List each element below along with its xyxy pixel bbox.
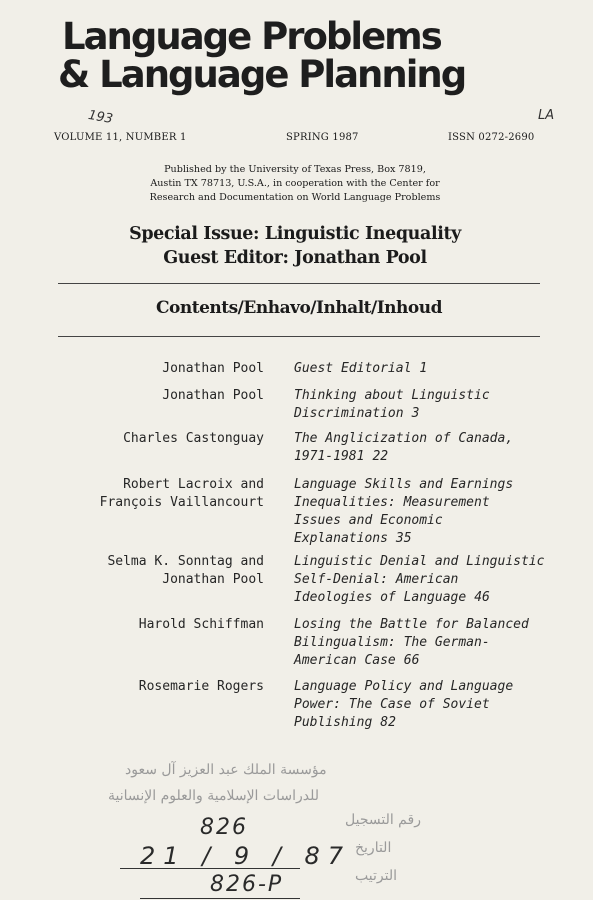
- toc-author: [44, 476, 264, 512]
- publisher-note: [100, 163, 490, 205]
- toc-article: [294, 678, 554, 732]
- article-title: [294, 553, 554, 607]
- issn: ISSN 0272-2690: [448, 132, 535, 143]
- stamp-line: مؤسسة الملك عبد العزيز آل سعود: [125, 762, 327, 778]
- toc-article: [294, 616, 554, 670]
- publisher-line: Published by the University of Texas Press, Box 7819,: [164, 164, 426, 175]
- article-title-line: Thinking about Linguistic: [294, 388, 490, 403]
- article-title-line: Issues and Economic: [294, 513, 443, 528]
- article-title-line: Explanations 35: [294, 531, 412, 546]
- article-title-line: Inequalities: Measurement: [294, 495, 490, 510]
- article-title-line: Language Skills and Earnings: [294, 477, 514, 492]
- toc-author: [44, 387, 264, 405]
- journal-title: [58, 15, 552, 96]
- toc-author: [44, 430, 264, 448]
- page-number: 1: [419, 361, 428, 376]
- toc-author: [44, 360, 264, 378]
- contents-heading: Contents/Enhavo/Inhalt/Inhoud: [156, 298, 442, 318]
- stamp-line: للدراسات الإسلامية والعلوم الإنسانية: [108, 788, 319, 804]
- stamp-line: التاريخ: [355, 840, 392, 856]
- shelf-mark: 826-P: [210, 872, 284, 897]
- toc-article: [294, 553, 554, 607]
- article-title: [294, 387, 554, 423]
- issue-season: SPRING 1987: [286, 132, 359, 143]
- article-title-line: Guest Editorial 1: [294, 361, 428, 376]
- page-number: 22: [372, 449, 389, 464]
- article-title-line: Ideologies of Language 46: [294, 590, 490, 605]
- underline: [140, 898, 300, 899]
- guest-editor: Guest Editor: Jonathan Pool: [163, 248, 427, 268]
- page-number: 3: [411, 406, 420, 421]
- journal-title-line-2: & Language Planning: [58, 53, 466, 96]
- author-line: Rosemarie Rogers: [138, 679, 264, 694]
- article-title: [294, 678, 554, 732]
- article-title-line: Language Policy and Language: [294, 679, 514, 694]
- author-line: Jonathan Pool: [162, 572, 264, 587]
- divider: [58, 283, 540, 284]
- volume-number: VOLUME 11, NUMBER 1: [54, 132, 187, 143]
- article-title-line: The Anglicization of Canada,: [294, 431, 514, 446]
- handwritten-mark-right: LA: [538, 108, 555, 123]
- author-line: François Vaillancourt: [99, 495, 264, 510]
- stamp-line: رقم التسجيل: [345, 812, 421, 828]
- page-number: 66: [403, 653, 420, 668]
- article-title-line: Self-Denial: American: [294, 572, 459, 587]
- page-number: 46: [474, 590, 490, 605]
- accession-number: 826: [200, 815, 248, 840]
- publisher-line: Research and Documentation on World Language Problems: [149, 192, 441, 203]
- article-title: [294, 360, 554, 378]
- author-line: Harold Schiffman: [138, 617, 264, 632]
- article-title: [294, 430, 554, 466]
- article-title-line: Discrimination 3: [294, 406, 420, 421]
- article-title: [294, 616, 554, 670]
- toc-author: [44, 616, 264, 634]
- toc-article: [294, 360, 554, 378]
- article-title-line: Bilingualism: The German-: [294, 635, 490, 650]
- article-title-line: Publishing 82: [294, 715, 396, 730]
- article-title-line: American Case 66: [294, 653, 420, 668]
- article-title-line: Power: The Case of Soviet: [294, 697, 490, 712]
- journal-title-line-1: Language Problems: [62, 15, 441, 58]
- page-number: 82: [380, 715, 396, 730]
- article-title-line: 1971-1981 22: [294, 449, 389, 464]
- author-line: Selma K. Sonntag and: [107, 554, 264, 569]
- author-line: Jonathan Pool: [162, 361, 264, 376]
- article-title-line: Linguistic Denial and Linguistic: [294, 554, 545, 569]
- author-line: Jonathan Pool: [162, 388, 264, 403]
- toc-author: [44, 678, 264, 696]
- handwritten-mark-left: 193: [86, 107, 114, 128]
- toc-author: [44, 553, 264, 589]
- article-title: [294, 476, 554, 548]
- page-number: 35: [395, 531, 412, 546]
- toc-article: [294, 387, 554, 423]
- library-stamp: [100, 750, 520, 900]
- publisher-line: Austin TX 78713, U.S.A., in cooperation with the Center for: [150, 178, 440, 189]
- accession-date: 21 / 9 / 87: [140, 842, 352, 870]
- toc-article: [294, 476, 554, 548]
- divider: [58, 336, 540, 337]
- stamp-line: الترتيب: [355, 868, 397, 884]
- special-issue-heading: [60, 222, 530, 270]
- author-line: Charles Castonguay: [123, 431, 264, 446]
- toc-article: [294, 430, 554, 466]
- article-title-line: Losing the Battle for Balanced: [294, 617, 529, 632]
- author-line: Robert Lacroix and: [123, 477, 264, 492]
- special-issue-title: Special Issue: Linguistic Inequality: [129, 224, 461, 244]
